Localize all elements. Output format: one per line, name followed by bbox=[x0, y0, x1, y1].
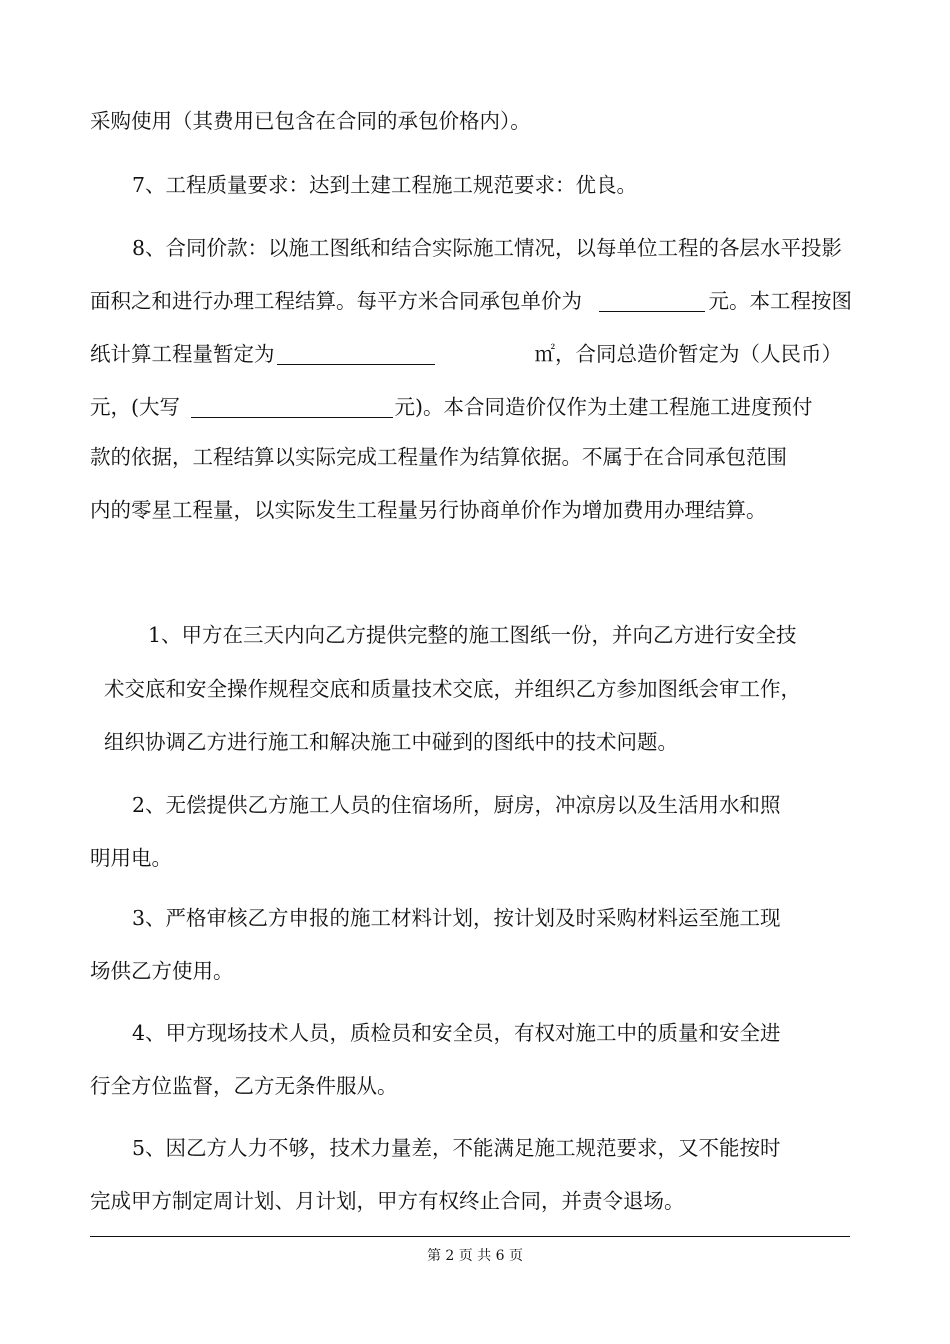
clause-8-price: 8、合同价款：以施工图纸和结合实际施工情况，以每单位工程的各层水平投影 bbox=[132, 236, 843, 260]
paragraph-line: 明用电。 bbox=[90, 846, 172, 870]
footer-divider bbox=[90, 1236, 850, 1237]
paragraph-line: 面积之和进行办理工程结算。每平方米合同承包单价为 元。本工程按图 bbox=[90, 289, 853, 313]
clause-7-quality: 7、工程质量要求：达到土建工程施工规范要求：优良。 bbox=[132, 173, 638, 197]
clause-5: 5、因乙方人力不够，技术力量差，不能满足施工规范要求，又不能按时 bbox=[132, 1136, 781, 1160]
paragraph-line: 行全方位监督，乙方无条件服从。 bbox=[90, 1074, 398, 1098]
paragraph-line: 组织协调乙方进行施工和解决施工中碰到的图纸中的技术问题。 bbox=[104, 730, 678, 754]
paragraph-line: 采购使用（其费用已包含在合同的承包价格内）。 bbox=[90, 109, 531, 133]
clause-4: 4、甲方现场技术人员，质检员和安全员，有权对施工中的质量和安全进 bbox=[132, 1021, 781, 1045]
paragraph-line: 场供乙方使用。 bbox=[90, 959, 234, 983]
amount-in-words-blank[interactable] bbox=[191, 397, 393, 418]
paragraph-line: 完成甲方制定周计划、月计划，甲方有权终止合同，并责令退场。 bbox=[90, 1189, 685, 1213]
paragraph-line: 元，(大写 元)。本合同造价仅作为土建工程施工进度预付 bbox=[90, 395, 813, 419]
paragraph-line: 内的零星工程量，以实际发生工程量另行协商单价作为增加费用办理结算。 bbox=[90, 498, 767, 522]
paragraph-line: 术交底和安全操作规程交底和质量技术交底，并组织乙方参加图纸会审工作， bbox=[104, 677, 801, 701]
quantity-blank[interactable] bbox=[277, 344, 435, 365]
paragraph-line: 款的依据，工程结算以实际完成工程量作为结算依据。不属于在合同承包范围 bbox=[90, 445, 787, 469]
clause-3: 3、严格审核乙方申报的施工材料计划，按计划及时采购材料运至施工现 bbox=[132, 906, 781, 930]
clause-1: 1、甲方在三天内向乙方提供完整的施工图纸一份，并向乙方进行安全技 bbox=[148, 623, 797, 647]
clause-2: 2、无偿提供乙方施工人员的住宿场所，厨房，冲凉房以及生活用水和照 bbox=[132, 793, 781, 817]
unit-price-blank[interactable] bbox=[599, 291, 705, 312]
page-number: 第 2 页 共 6 页 bbox=[426, 1248, 524, 1264]
paragraph-line: 纸计算工程量暂定为 ㎡，合同总造价暂定为（人民币） bbox=[90, 342, 842, 366]
